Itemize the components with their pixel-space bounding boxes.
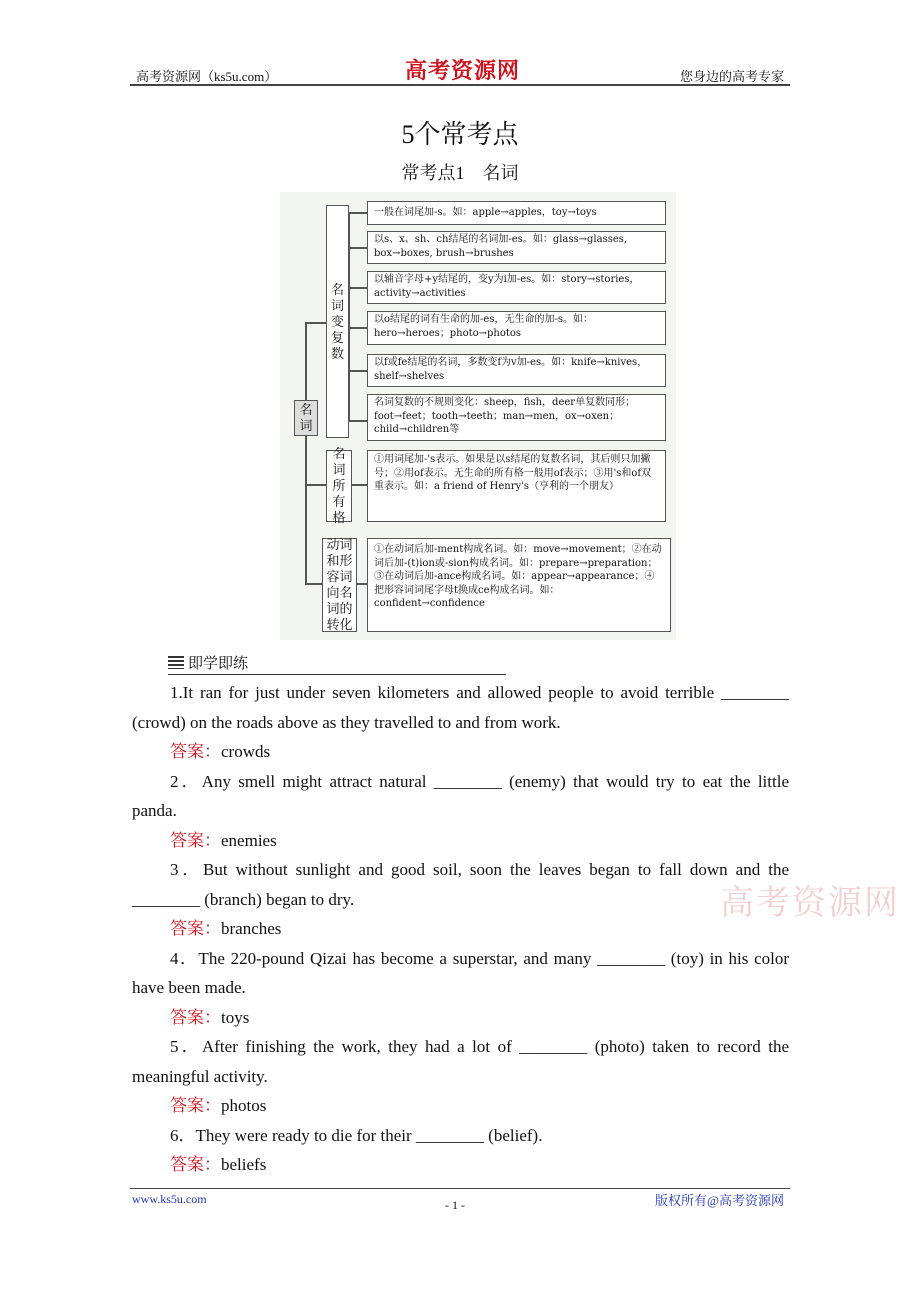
connector xyxy=(348,247,368,249)
question: 6．They were ready to die for their ________ (belief). xyxy=(170,1125,543,1145)
rule-box: ①在动词后加-ment构成名词。如：move→movement；②在动词后加-(t)ion或-sion构成名词。如：prepare→preparation；③在动词后加-ance构成名词。如：appear→appearance；④把形容词词尾字母t换成ce构成名词。如：confident→confidence xyxy=(367,538,671,632)
connector xyxy=(348,370,368,372)
rule-box: 一般在词尾加-s。如：apple→apples，toy→toys xyxy=(367,201,666,225)
answer xyxy=(132,1150,789,1180)
connector xyxy=(305,322,307,584)
rule-box: 以f或fe结尾的名词，多数变f为v加-es。如：knife→knives，shelf→shelves xyxy=(367,354,666,387)
footer-link[interactable]: www.ks5u.com xyxy=(132,1192,207,1206)
connector xyxy=(305,583,322,585)
connector xyxy=(348,287,368,289)
page-subtitle: 常考点1 名词 xyxy=(401,163,519,183)
answer-value: beliefs xyxy=(221,1155,267,1174)
section-heading xyxy=(168,652,506,675)
connector xyxy=(305,322,326,324)
answer xyxy=(132,1003,789,1033)
header-site-name: 高考资源网（ks5u.com） xyxy=(136,69,278,84)
answer-value: photos xyxy=(221,1096,267,1115)
header-logo: 高考资源网 xyxy=(405,58,521,83)
answer-value: branches xyxy=(221,919,282,938)
watermark: 高考资源网 xyxy=(720,885,900,922)
footer-copyright: 版权所有@高考资源网 xyxy=(655,1193,784,1208)
connector xyxy=(305,484,326,486)
group-plural: 名词变复数 xyxy=(326,205,349,438)
noun-diagram xyxy=(280,192,676,640)
group-conversion: 动词和形容词向名词的转化 xyxy=(322,538,357,632)
page-title: 5个常考点 xyxy=(401,120,519,149)
header-slogan: 您身边的高考专家 xyxy=(679,69,784,84)
question: 4．The 220-pound Qizai has become a superstar, and many ________ (toy) in his color have been made. xyxy=(132,948,789,997)
root-node: 名词 xyxy=(294,400,318,436)
answer-label: 答案： xyxy=(170,919,221,938)
answer-label: 答案： xyxy=(170,1096,221,1115)
page-number: - 1 - xyxy=(445,1198,465,1212)
connector xyxy=(348,420,368,422)
connector xyxy=(348,212,368,214)
answer-value: toys xyxy=(221,1007,250,1027)
answer xyxy=(132,1091,789,1121)
connector xyxy=(348,327,368,329)
rule-box: 以o结尾的词有生命的加-es，无生命的加-s。如：hero→heroes；photo→photos xyxy=(367,311,666,345)
answer xyxy=(132,914,789,944)
group-possessive: 名词所有格 xyxy=(326,450,352,522)
rule-box: 名词复数的不规则变化：sheep，fish，deer单复数同形；foot→feet；tooth→teeth；man→men，ox→oxen；child→children等 xyxy=(367,394,666,441)
footer-divider xyxy=(130,1188,790,1189)
connector xyxy=(352,484,368,486)
section-label: 即学即练 xyxy=(188,656,249,672)
rule-box: ①用词尾加-'s表示。如果是以s结尾的复数名词，其后则只加撇号；②用of表示。无生命的所有格一般用of表示；③用's和of双重表示。如：a friend of Henry's（亨利的一个朋友） xyxy=(367,450,666,522)
answer-label: 答案： xyxy=(170,830,221,850)
answer-label: 答案： xyxy=(170,1007,221,1027)
answer-label: 答案： xyxy=(170,742,221,761)
answer xyxy=(132,737,789,767)
rule-box: 以s、x、sh、ch结尾的名词加-es。如：glass→glasses, box→boxes, brush→brushes xyxy=(367,231,666,264)
section-bars-icon xyxy=(168,656,184,669)
question: 2．Any smell might attract natural ________ (enemy) that would try to eat the little panda. xyxy=(132,771,789,820)
answer-value: crowds xyxy=(221,742,271,761)
rule-box: 以辅音字母+y结尾的，变y为i加-es。如：story→stories，activity→activities xyxy=(367,271,666,304)
answer xyxy=(132,826,789,856)
question: 1.It ran for just under seven kilometers and allowed people to avoid terrible ________ (crowd) on the roads above as they travelled to and from work. xyxy=(132,683,789,732)
question: 3．But without sunlight and good soil, soon the leaves began to fall down and the ________ (branch) began to dry. xyxy=(132,860,789,909)
question: 5．After finishing the work, they had a lot of ________ (photo) taken to record the meaningful activity. xyxy=(132,1037,789,1086)
header-divider xyxy=(130,84,790,86)
exercise-list xyxy=(132,678,789,1180)
answer-value: enemies xyxy=(221,830,277,850)
answer-label: 答案： xyxy=(170,1155,221,1174)
